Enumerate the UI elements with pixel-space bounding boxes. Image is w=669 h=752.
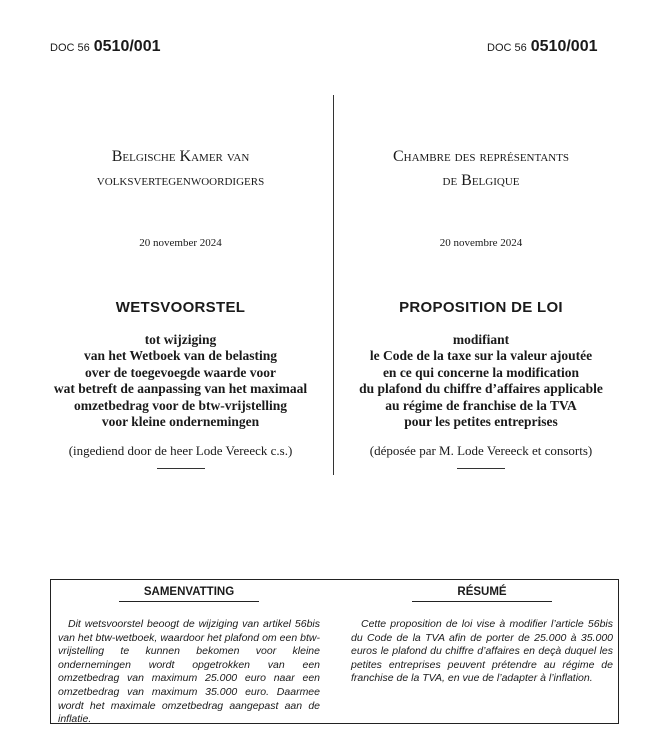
chamber-name [340, 145, 622, 195]
chamber-line: volksvertegenwoordigers [96, 172, 265, 189]
doc-label: DOC 56 [487, 42, 527, 54]
subject-line: modifiant [452, 332, 510, 347]
subject [340, 332, 622, 432]
document-type-heading: PROPOSITION DE LOI [399, 299, 563, 316]
chamber-name [38, 145, 323, 195]
doc-number: 0510/001 [530, 38, 598, 55]
separator-rule [157, 468, 205, 469]
subject-line: pour les petites entreprises [404, 414, 558, 430]
chamber-line: Chambre des représentants [392, 148, 570, 165]
separator-rule [457, 468, 505, 469]
chamber-line: Belgische Kamer van [111, 148, 250, 165]
summary-french [351, 580, 613, 686]
doc-number-right [487, 38, 597, 56]
subject-line: voor kleine ondernemingen [101, 414, 260, 430]
summary-box [50, 579, 619, 724]
subject [38, 332, 323, 432]
date: 20 novembre 2024 [439, 237, 523, 249]
subject-line: omzetbedrag voor de btw-vrijstelling [73, 397, 288, 413]
subject-line: au régime de franchise de la TVA [385, 397, 577, 413]
column-divider [333, 95, 334, 475]
filed-by: (ingediend door de heer Lode Vereeck c.s.) [68, 443, 293, 458]
subject-line: wat betreft de aanpassing van het maximaal [53, 381, 308, 397]
subject-line: over de toegevoegde waarde voor [85, 364, 276, 380]
subject-line: du plafond du chiffre d’affaires applicable [359, 381, 603, 397]
summary-text: Dit wetsvoorstel beoogt de wijziging van artikel 56bis van het btw-wetboek, waardoor het plafond om een btw-vrijstelling te kunnen bekomen voor kleine ondernemingen wordt opgetrokken van een omzetbedrag van maximum 25.000 euro naar een omzetbedrag van maximum 35.000 euro. Daarmee wordt het maximale omzetbedrag aangepast aan de inflatie. [58, 618, 320, 726]
date: 20 november 2024 [139, 237, 222, 249]
doc-number: 0510/001 [93, 38, 161, 55]
subject-line: van het Wetboek van de belasting [84, 348, 277, 364]
subject-line: tot wijziging [144, 332, 217, 347]
subject-line: le Code de la taxe sur la valeur ajoutée [369, 348, 593, 364]
chamber-line: de Belgique [442, 172, 520, 189]
summary-title: SAMENVATTING [119, 586, 259, 602]
summary-text: Cette proposition de loi vise à modifier l’article 56bis du Code de la TVA afin de porter de 25.000 à 35.000 euros le plafond du chiffre d’affaires en deçà duquel les petites entreprises peuvent prétendre au régime de franchise de la TVA, en vue de l’adapter à l’inflation. [351, 618, 613, 685]
doc-number-left [50, 38, 160, 56]
filed-by: (déposée par M. Lode Vereeck et consorts) [369, 443, 593, 458]
dutch-column [38, 145, 323, 469]
doc-label: DOC 56 [50, 42, 90, 54]
subject-line: en ce qui concerne la modification [382, 364, 580, 380]
summary-title: RÉSUMÉ [412, 586, 552, 602]
document-type-heading: WETSVOORSTEL [115, 299, 246, 316]
summary-dutch [58, 580, 320, 727]
french-column [340, 145, 622, 469]
